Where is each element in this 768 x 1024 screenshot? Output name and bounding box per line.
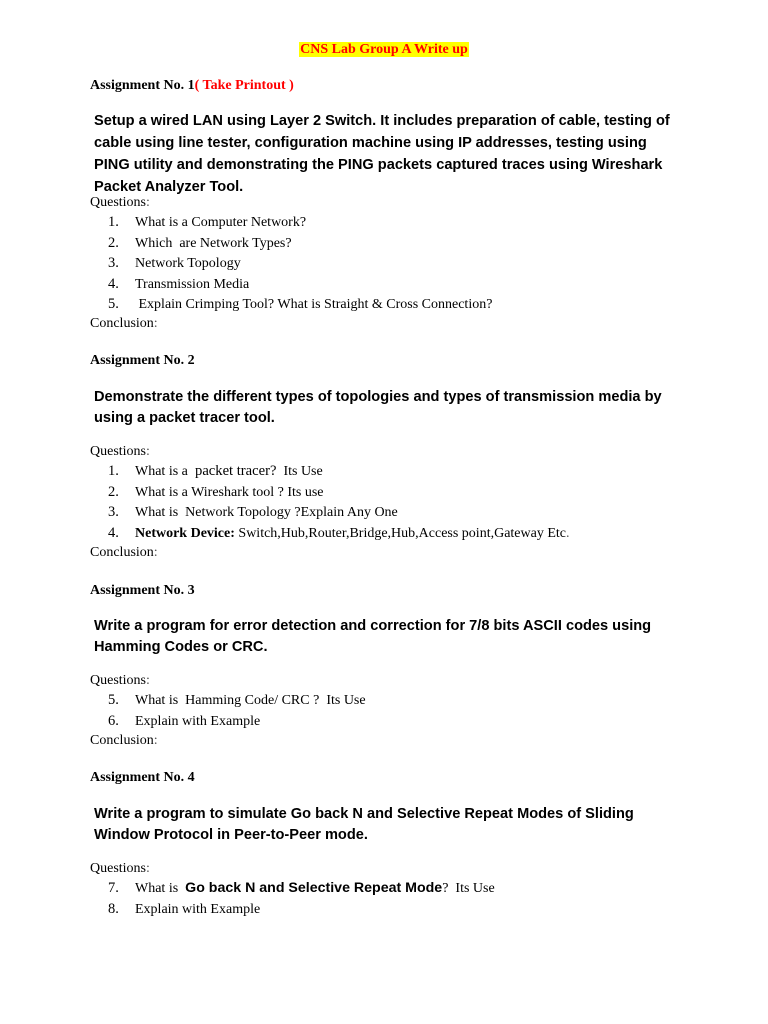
item-text: What is a Wireshark tool ? Its use	[135, 484, 324, 500]
item-text-tail: ? Its Use	[442, 881, 495, 896]
assignment-4-heading: Assignment No. 4	[90, 770, 195, 785]
list-item	[108, 711, 366, 732]
title-row	[0, 40, 768, 58]
item-text: What is Network Topology ?Explain Any One	[135, 505, 398, 520]
list-item	[108, 690, 366, 711]
conclusion-label-text: Conclusion	[90, 545, 154, 560]
item-text: Explain with Example	[135, 713, 261, 729]
assignment-2-conclusion	[90, 544, 158, 562]
assignment-1-conclusion	[90, 315, 158, 333]
conclusion-label-text: Conclusion	[90, 316, 154, 331]
list-item	[108, 899, 495, 920]
assignment-1-heading	[90, 77, 294, 95]
list-item	[108, 294, 492, 315]
item-text: Transmission Media	[135, 276, 250, 292]
item-text: What is	[135, 881, 186, 896]
assignment-4-question-list	[108, 878, 495, 919]
item-number: 7.	[108, 880, 119, 896]
item-number: 1.	[108, 214, 119, 230]
item-number: 3.	[108, 504, 119, 520]
list-item	[108, 253, 492, 274]
colon: :	[146, 195, 150, 210]
item-number: 1.	[108, 463, 119, 479]
assignment-3-task: Write a program for error detection and correction for 7/8 bits ASCII codes using Hamming Codes or CRC.	[94, 618, 652, 655]
item-number: 5.	[108, 296, 119, 312]
item-text: What is a Computer Network?	[135, 215, 307, 230]
list-item	[108, 461, 570, 482]
assignment-3-heading: Assignment No. 3	[90, 583, 195, 598]
list-item	[108, 233, 492, 254]
assignment-2-questions-label	[90, 443, 150, 461]
list-item	[108, 878, 495, 899]
item-number: 5.	[108, 692, 119, 708]
list-item	[108, 212, 492, 233]
assignment-1-questions-label	[90, 194, 150, 212]
item-text: Network Topology	[135, 256, 241, 271]
colon: :	[153, 316, 158, 331]
colon: :	[146, 673, 150, 688]
item-number: 2.	[108, 234, 119, 251]
assignment-1-question-list	[108, 212, 492, 315]
colon: :	[153, 733, 158, 748]
item-text: Explain with Example	[135, 901, 261, 917]
take-printout-note: ( Take Printout )	[194, 78, 294, 93]
item-number: 6.	[108, 712, 119, 729]
list-item	[108, 523, 570, 544]
conclusion-label-text: Conclusion	[90, 733, 154, 748]
questions-label-text: Questions	[90, 195, 146, 210]
colon: :	[146, 861, 150, 876]
assignment-2-task: Demonstrate the different types of topologies and types of transmission media by using a packet tracer tool.	[94, 389, 662, 426]
questions-label-text: Questions	[90, 444, 146, 459]
item-text-tail: .	[566, 525, 570, 541]
list-item	[108, 502, 570, 523]
list-item	[108, 482, 570, 503]
assignment-1-title: Assignment No. 1	[90, 78, 195, 93]
assignment-3-questions-label	[90, 672, 150, 690]
item-bold-text: Go back N and Selective Repeat Mode	[185, 880, 443, 896]
item-text: What is a	[135, 464, 192, 479]
document-title: CNS Lab Group A Write up	[300, 42, 468, 57]
item-text: Explain Crimping Tool? What is Straight & Cross Connection?	[135, 297, 493, 312]
item-text-emphasis: packet tracer?	[191, 463, 277, 479]
assignment-3-question-list	[108, 690, 366, 731]
item-text: What is Hamming Code/ CRC ? Its Use	[135, 693, 366, 708]
questions-label-text: Questions	[90, 673, 146, 688]
item-text-tail: Its Use	[276, 464, 323, 479]
questions-label-text: Questions	[90, 861, 146, 876]
item-number: 4.	[108, 524, 119, 541]
assignment-1-task: Setup a wired LAN using Layer 2 Switch. It includes preparation of cable, testing of cable using line tester, configuration machine using IP addresses, testing using PING utility and demonstrating the PING packets captured traces using Wireshark Packet Analyzer Tool.	[94, 113, 670, 195]
item-number: 3.	[108, 255, 119, 271]
list-item	[108, 274, 492, 295]
colon: :	[153, 545, 158, 560]
item-number: 8.	[108, 900, 119, 917]
assignment-4-task: Write a program to simulate Go back N and Selective Repeat Modes of Sliding Window Protocol in Peer-to-Peer mode.	[94, 806, 634, 843]
assignment-2-heading: Assignment No. 2	[90, 353, 195, 368]
item-text: Which are Network Types?	[135, 235, 292, 251]
item-bold-text: Network Device:	[135, 525, 235, 541]
item-text: Switch,Hub,Router,Bridge,Hub,Access point,Gateway Etc	[234, 525, 566, 541]
item-number: 4.	[108, 275, 119, 292]
assignment-4-questions-label	[90, 860, 150, 878]
colon: :	[146, 444, 150, 459]
assignment-2-question-list	[108, 461, 570, 543]
assignment-3-conclusion	[90, 732, 158, 750]
item-number: 2.	[108, 483, 119, 500]
